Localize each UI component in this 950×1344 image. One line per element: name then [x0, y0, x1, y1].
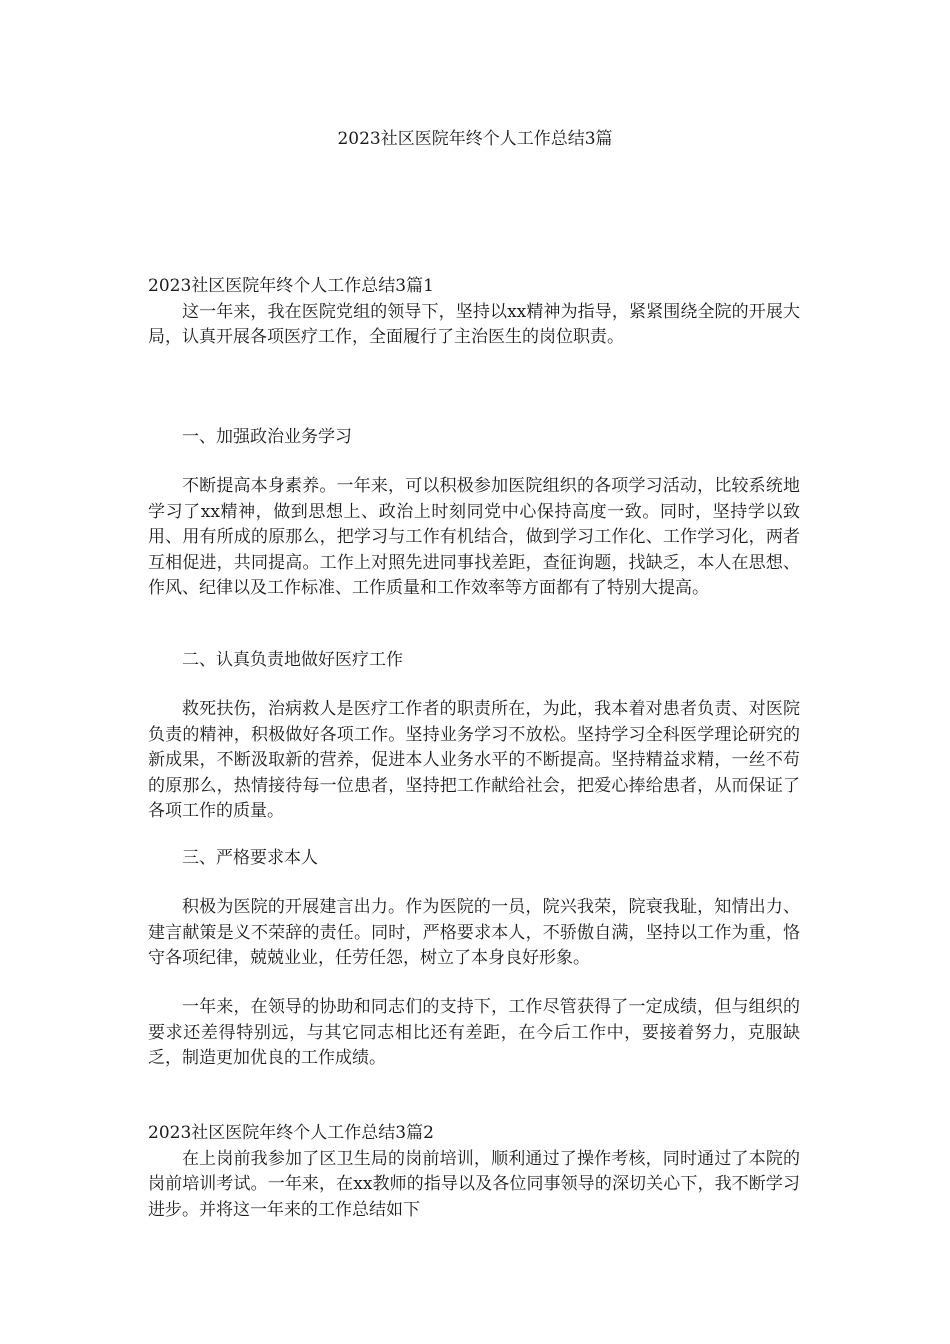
- part1-intro-paragraph: 这一年来，我在医院党组的领导下，坚持以xx精神为指导，紧紧围绕全院的开展大局，认真开展各项医疗工作，全面履行了主治医生的岗位职责。: [148, 301, 800, 347]
- section3-heading: 三、严格要求本人: [182, 848, 318, 868]
- conclusion-block: [148, 995, 800, 1072]
- section1-heading: 一、加强政治业务学习: [182, 427, 352, 447]
- document-title: 2023社区医院年终个人工作总结3篇: [337, 129, 613, 149]
- section3-paragraph: 积极为医院的开展建言出力。作为医院的一员，院兴我荣，院衰我耻，知情出力、建言献策是义不荣辞的责任。同时，严格要求本人，不骄傲自满，坚持以工作为重，恪守各项纪律，兢兢业业，任劳任怨，树立了本身良好形象。: [148, 897, 800, 968]
- section3-heading-block: [148, 846, 800, 872]
- section2-heading-block: [148, 648, 800, 674]
- conclusion-paragraph: 一年来，在领导的协助和同志们的支持下，工作尽管获得了一定成绩，但与组织的要求还差得特别远，与其它同志相比还有差距，在今后工作中，要接着努力，克服缺乏，制造更加优良的工作成绩。: [148, 997, 800, 1068]
- section1-heading-block: [148, 425, 800, 451]
- part2-block: [148, 1121, 800, 1223]
- section2-body-block: [148, 697, 800, 825]
- part2-intro-paragraph: 在上岗前我参加了区卫生局的岗前培训，顺利通过了操作考核，同时通过了本院的岗前培训考试。一年来，在xx教师的指导以及各位同事领导的深切关心下，我不断学习进步。并将这一年来的工作总结如下: [148, 1148, 800, 1220]
- section3-body-block: [148, 895, 800, 972]
- section2-paragraph: 救死扶伤，治病救人是医疗工作者的职责所在，为此，我本着对患者负责、对医院负责的精神，积极做好各项工作。坚持业务学习不放松。坚持学习全科医学理论研究的新成果，不断汲取新的营养，促进本人业务水平的不断提高。坚持精益求精，一丝不苟的原那么，热情接待每一位患者，坚持把工作献给社会，把爱心捧给患者，从而保证了各项工作的质量。: [148, 699, 800, 821]
- part1-header-block: [148, 274, 800, 351]
- section1-paragraph: 不断提高本身素养。一年来，可以积极参加医院组织的各项学习活动，比较系统地学习了xx精神，做到思想上、政治上时刻同党中心保持高度一致。同时，坚持学以致用、用有所成的原那么，把学习与工作有机结合，做到学习工作化、工作学习化，两者互相促进，共同提高。工作上对照先进同事找差距，查征询题，找缺乏，本人在思想、作风、纪律以及工作标准、工作质量和工作效率等方面都有了特别大提高。: [148, 476, 800, 598]
- section1-body-block: [148, 474, 800, 602]
- part1-heading: 2023社区医院年终个人工作总结3篇1: [148, 276, 434, 296]
- section2-heading: 二、认真负责地做好医疗工作: [182, 650, 403, 670]
- part2-heading: 2023社区医院年终个人工作总结3篇2: [148, 1123, 434, 1143]
